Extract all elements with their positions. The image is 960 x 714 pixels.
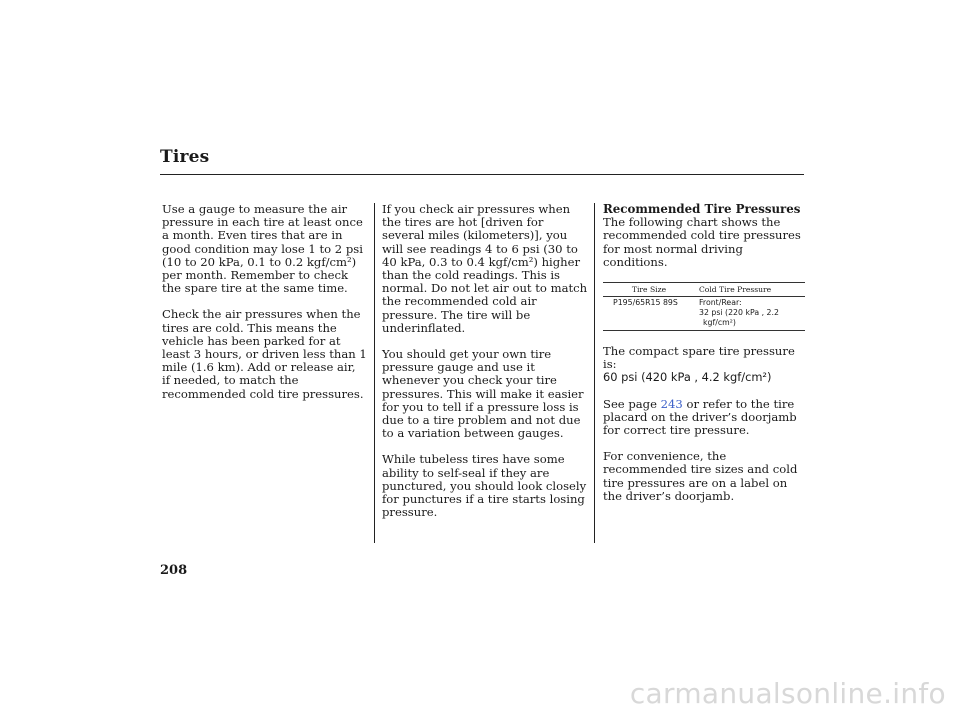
table-row [603, 297, 805, 331]
spare-text: The compact spare tire pressure is: [603, 344, 795, 372]
paragraph-hot-check: If you check air pressures when the tires are hot [driven for several miles (kilometers)], you will see readings 4 to 6 psi (30 to 40 kPa, 0.3 to 0.4 kgf/cm²) higher than the cold readings. This is normal. Do not let air out to match the recommended cold air pressure. The tire will be underinflated. [382, 202, 588, 335]
title-divider [160, 174, 804, 175]
table-cell-pressure [695, 297, 805, 331]
tire-size-value: P195/65R15 89S [613, 298, 678, 308]
table-header-tire-size: Tire Size [603, 283, 695, 297]
page-link[interactable]: 243 [660, 396, 683, 411]
column-2 [382, 203, 588, 532]
paragraph-gauge: Use a gauge to measure the air pressure in each tire at least once a month. Even tires that are in good condition may lose 1 to 2 psi (10 to 20 kPa, 0.1 to 0.2 kgf/cm²) per month. Remember to check the spare tire at the same time. [162, 202, 363, 296]
paragraph-own-gauge: You should get your own tire pressure gauge and use it whenever you check your tire pressures. This will make it easier for you to tell if a pressure loss is due to a tire problem and not due to a variation between gauges. [382, 347, 584, 441]
see-page-prefix: See page [603, 396, 657, 411]
tire-pressure-table [603, 282, 805, 331]
see-page-suffix: or refer to the tire placard on the driver’s doorjamb for correct tire pressure. [603, 396, 797, 438]
column-divider-2 [594, 203, 595, 543]
page-number: 208 [160, 563, 188, 578]
table-header-cold-pressure: Cold Tire Pressure [695, 283, 805, 297]
table-cell-size [603, 297, 695, 331]
column-3 [603, 203, 805, 516]
paragraph-cold-check: Check the air pressures when the tires are cold. This means the vehicle has been parked for at least 3 hours, or driven less than 1 mile (1.6 km). Add or release air, if needed, to match the recommended cold tire pressures. [162, 307, 367, 401]
page-title: Tires [160, 147, 210, 167]
watermark: carmanualsonline.info [629, 677, 946, 710]
chart-intro: The following chart shows the recommended cold tire pressures for most normal driving conditions. [603, 215, 801, 269]
pressure-unit: kgf/cm²) [703, 318, 736, 328]
column-1 [162, 203, 367, 414]
section-heading: Recommended Tire Pressures [603, 202, 801, 216]
spare-value: 60 psi (420 kPa , 4.2 kgf/cm²) [603, 370, 772, 385]
paragraph-convenience: For convenience, the recommended tire sizes and cold tire pressures are on a label on the driver’s doorjamb. [603, 449, 798, 503]
pressure-value: 32 psi (220 kPa , 2.2 [699, 308, 779, 318]
pressure-label: Front/Rear: [699, 298, 742, 308]
paragraph-tubeless: While tubeless tires have some ability to self-seal if they are punctured, you should look closely for punctures if a tire starts losing pressure. [382, 452, 587, 520]
column-divider-1 [374, 203, 375, 543]
